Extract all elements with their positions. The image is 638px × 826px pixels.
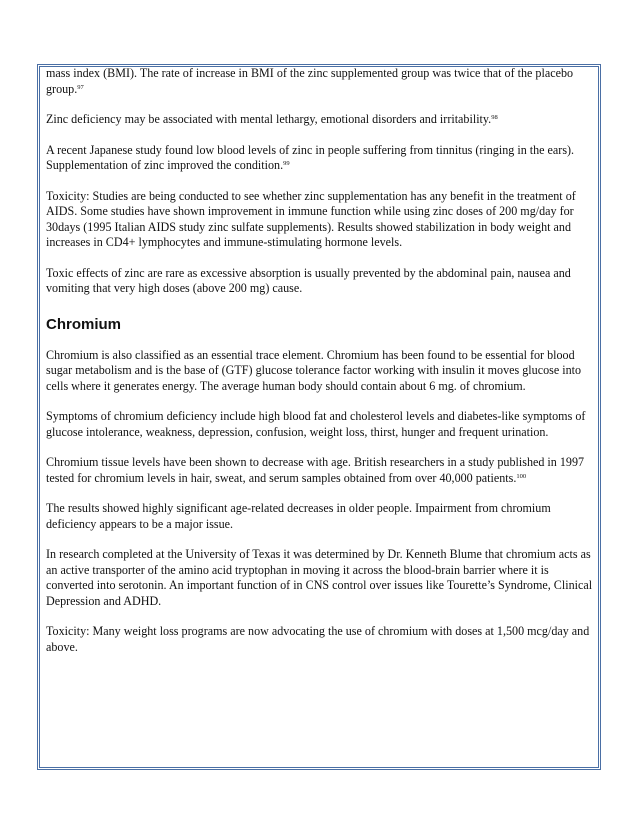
chromium-paragraph-tissue-levels: Chromium tissue levels have been shown to decrease with age. British researchers in a study published in 1997 tested for chromium levels in hair, sweat, and serum samples obtained from over 40,000 patients.$^{100}$ xyxy=(46,455,585,485)
footnote-ref-100: 100 xyxy=(516,472,527,480)
footnote-ref-98: 98 xyxy=(491,114,498,121)
zinc-paragraph-toxicity-aids: Toxicity: Studies are being conducted to see whether zinc supplementation has any benefit in the treatment of AIDS. Some studies have shown improvement in immune function while using zinc doses of 200 mg/day for 30days (1995 Italian AIDS study zinc sulfate supplements). Results showed stabilization in body weight and increases in CD4+ lymphocytes and immune-stimulating hormone levels. xyxy=(46,188,576,249)
zinc-paragraph-deficiency: Zinc deficiency may be associated with mental lethargy, emotional disorders and irritability.$^{98}$ xyxy=(46,112,498,126)
section-heading-chromium: Chromium xyxy=(46,315,121,333)
chromium-paragraph-toxicity: Toxicity: Many weight loss programs are now advocating the use of chromium with doses at 1,500 mcg/day and above. xyxy=(46,624,590,654)
chromium-paragraph-research: In research completed at the University of Texas it was determined by Dr. Kenneth Blume that chromium acts as an active transporter of the amino acid tryptophan in moving it across the blood-brain barrier where it is converted into serotonin. An important function of in CNS control over issues like Tourette’s Syndrome, Clinical Depression and ADHD. xyxy=(46,547,593,608)
chromium-paragraph-symptoms: Symptoms of chromium deficiency include high blood fat and cholesterol levels and diabetes-like symptoms of glucose intolerance, weakness, depression, confusion, weight loss, thirst, hunger and frequent urination. xyxy=(46,409,586,439)
chromium-paragraph-intro: Chromium is also classified as an essential trace element. Chromium has been found to be essential for blood sugar metabolism and is the base of (GTF) glucose tolerance factor working with insulin it moves glucose into cells where it generates energy. The average human body should contain about 6 mg. of chromium. xyxy=(46,347,582,393)
footnote-ref-97: 97 xyxy=(77,83,84,91)
zinc-paragraph-bmi: mass index (BMI). The rate of increase in BMI of the zinc supplemented group was twice that of the placebo group.$^{97}$ xyxy=(46,66,574,96)
zinc-paragraph-tinnitus: A recent Japanese study found low blood levels of zinc in people suffering from tinnitus (ringing in the ears). Supplementation of zinc improved the condition.$^{99}$ xyxy=(46,142,575,172)
document-body xyxy=(46,66,594,670)
footnote-ref-99: 99 xyxy=(283,160,290,167)
chromium-paragraph-results: The results showed highly significant age-related decreases in older people. Impairment from chromium deficiency appears to be a major issue. xyxy=(46,501,551,531)
zinc-paragraph-toxic-effects: Toxic effects of zinc are rare as excessive absorption is usually prevented by the abdominal pain, nausea and vomiting that very high doses (above 200 mg) cause. xyxy=(46,265,571,295)
